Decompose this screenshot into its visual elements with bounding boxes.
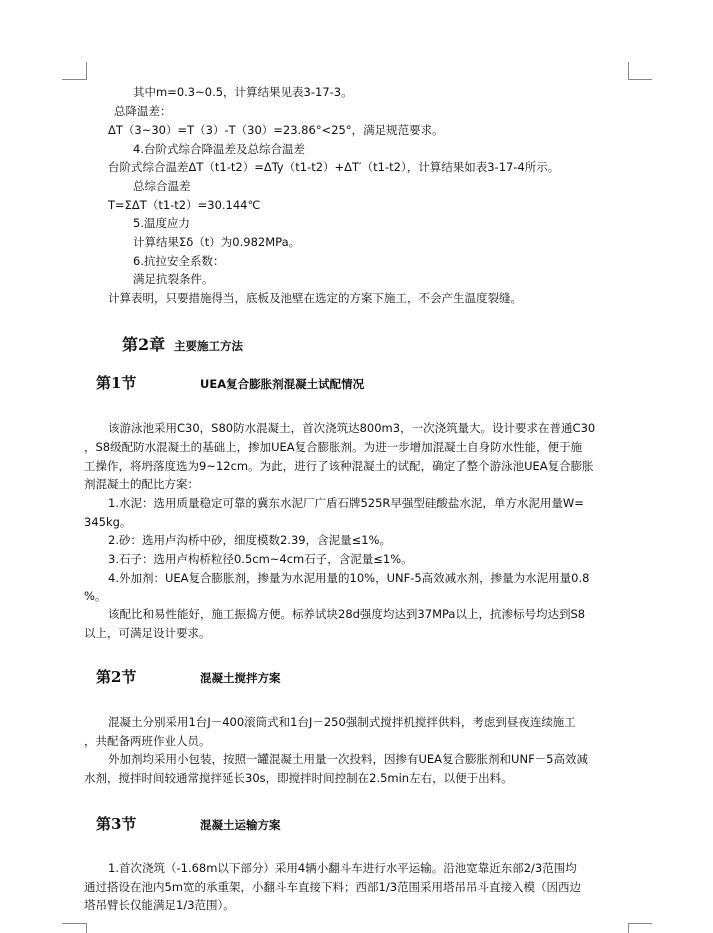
list-item-cement-cont: 345kg。: [84, 515, 132, 529]
chapter-title: 主要施工方法: [174, 339, 243, 353]
calc-line: 6.抗拉安全系数：: [133, 254, 225, 268]
paragraph-line: 混凝土分别采用1台J－400滚筒式和1台J－250强制式搅拌机搅拌供料，考虑到昼夜连续施工: [108, 715, 576, 729]
calc-line: 台阶式综合温差ΔT（t1-t2）=ΔTy（t1-t2）+ΔT′（t1-t2），计算结果如表3-17-4所示。: [108, 160, 560, 174]
paragraph-line: 1.首次浇筑（-1.68m以下部分）采用4辆小翻斗车进行水平运输。沿池宽靠近东部2/3范围均: [108, 861, 577, 875]
section-3-title: 混凝土运输方案: [200, 818, 281, 832]
paragraph-line: 外加剂均采用小包装，按照一罐混凝土用量一次投料，因掺有UEA复合膨胀剂和UNF－5高效减: [108, 752, 588, 766]
section-1-number: 第1节: [96, 374, 137, 392]
list-item-sand: 2.砂：选用卢沟桥中砂，细度模数2.39，含泥量≤1%。: [108, 533, 391, 547]
crop-mark-bottom-left-v: [86, 923, 87, 933]
calc-line: ΔT（3~30）=T（3）-T（30）=23.86°<25°，满足规范要求。: [108, 123, 444, 137]
chapter-number: 第2章: [122, 335, 166, 354]
paragraph-line: 通过搭设在池内5m宽的承重架，小翻斗车直接下料；西部1/3范围采用塔吊吊斗直接入模（因西边: [84, 880, 582, 894]
paragraph-line: ，共配备两班作业人员。: [84, 734, 211, 748]
list-item-cement: 1.水泥：选用质量稳定可靠的冀东水泥厂广盾石牌525R早强型硅酸盐水泥，单方水泥用量W=: [108, 496, 584, 510]
crop-mark-bottom-right-h: [628, 923, 652, 924]
paragraph-line: 该配比和易性能好，施工振捣方便。标养试块28d强度均达到37MPa以上，抗渗标号均达到S8: [108, 607, 586, 621]
crop-mark-top-right-v: [628, 62, 629, 80]
paragraph-line: 工操作，将坍落度选为9~12cm。为此，进行了该种混凝土的试配，确定了整个游泳池UEA复合膨胀: [84, 459, 594, 473]
crop-mark-top-left-h: [62, 79, 86, 80]
crop-mark-top-right-h: [628, 79, 652, 80]
paragraph-line: 水剂，搅拌时间较通常搅拌延长30s，即搅拌时间控制在2.5min左右，以便于出料。: [84, 771, 513, 785]
paragraph-line: 该游泳池采用C30，S80防水混凝土，首次浇筑达800m3，一次浇筑量大。设计要求在普通C30: [108, 421, 596, 435]
calc-line: 5.温度应力: [133, 216, 190, 230]
list-item-admixture: 4.外加剂：UEA复合膨胀剂，掺量为水泥用量的10%，UNF-5高效减水剂，掺量为水泥用量0.8: [108, 571, 590, 585]
calc-line: T=ΣΔT（t1-t2）=30.144℃: [108, 198, 261, 212]
calc-line: 总综合温差: [133, 179, 191, 193]
paragraph-line: ，S8级配防水混凝土的基础上，掺加UEA复合膨胀剂。为进一步增加混凝土自身防水性能，便于施: [84, 440, 583, 454]
calc-line: 4.台阶式综合降温差及总综合温差: [133, 142, 305, 156]
crop-mark-top-left-v: [86, 62, 87, 80]
section-1-title: UEA复合膨胀剂混凝土试配情况: [200, 377, 365, 391]
section-3-number: 第3节: [96, 815, 137, 833]
calc-line: 总降温差：: [114, 104, 172, 118]
section-2-number: 第2节: [96, 668, 137, 686]
paragraph-line: 塔吊臂长仅能满足1/3范围）。: [84, 898, 235, 912]
calc-line: 满足抗裂条件。: [133, 272, 214, 286]
list-item-stone: 3.石子：选用卢构桥粒径0.5cm~4cm石子，含泥量≤1%。: [108, 552, 413, 566]
calc-line: 计算表明，只要措施得当，底板及池壁在选定的方案下施工，不会产生温度裂缝。: [108, 291, 522, 305]
paragraph-line: 以上，可满足设计要求。: [84, 626, 211, 640]
calc-line: 其中m=0.3~0.5，计算结果见表3-17-3。: [133, 85, 353, 99]
crop-mark-bottom-left-h: [62, 923, 86, 924]
calc-line: 计算结果Σδ（t）为0.982MPa。: [133, 235, 301, 249]
section-2-title: 混凝土搅拌方案: [200, 671, 281, 685]
list-item-admixture-cont: %。: [84, 589, 107, 603]
paragraph-line: 剂混凝土的配比方案：: [84, 477, 199, 491]
crop-mark-bottom-right-v: [628, 923, 629, 933]
